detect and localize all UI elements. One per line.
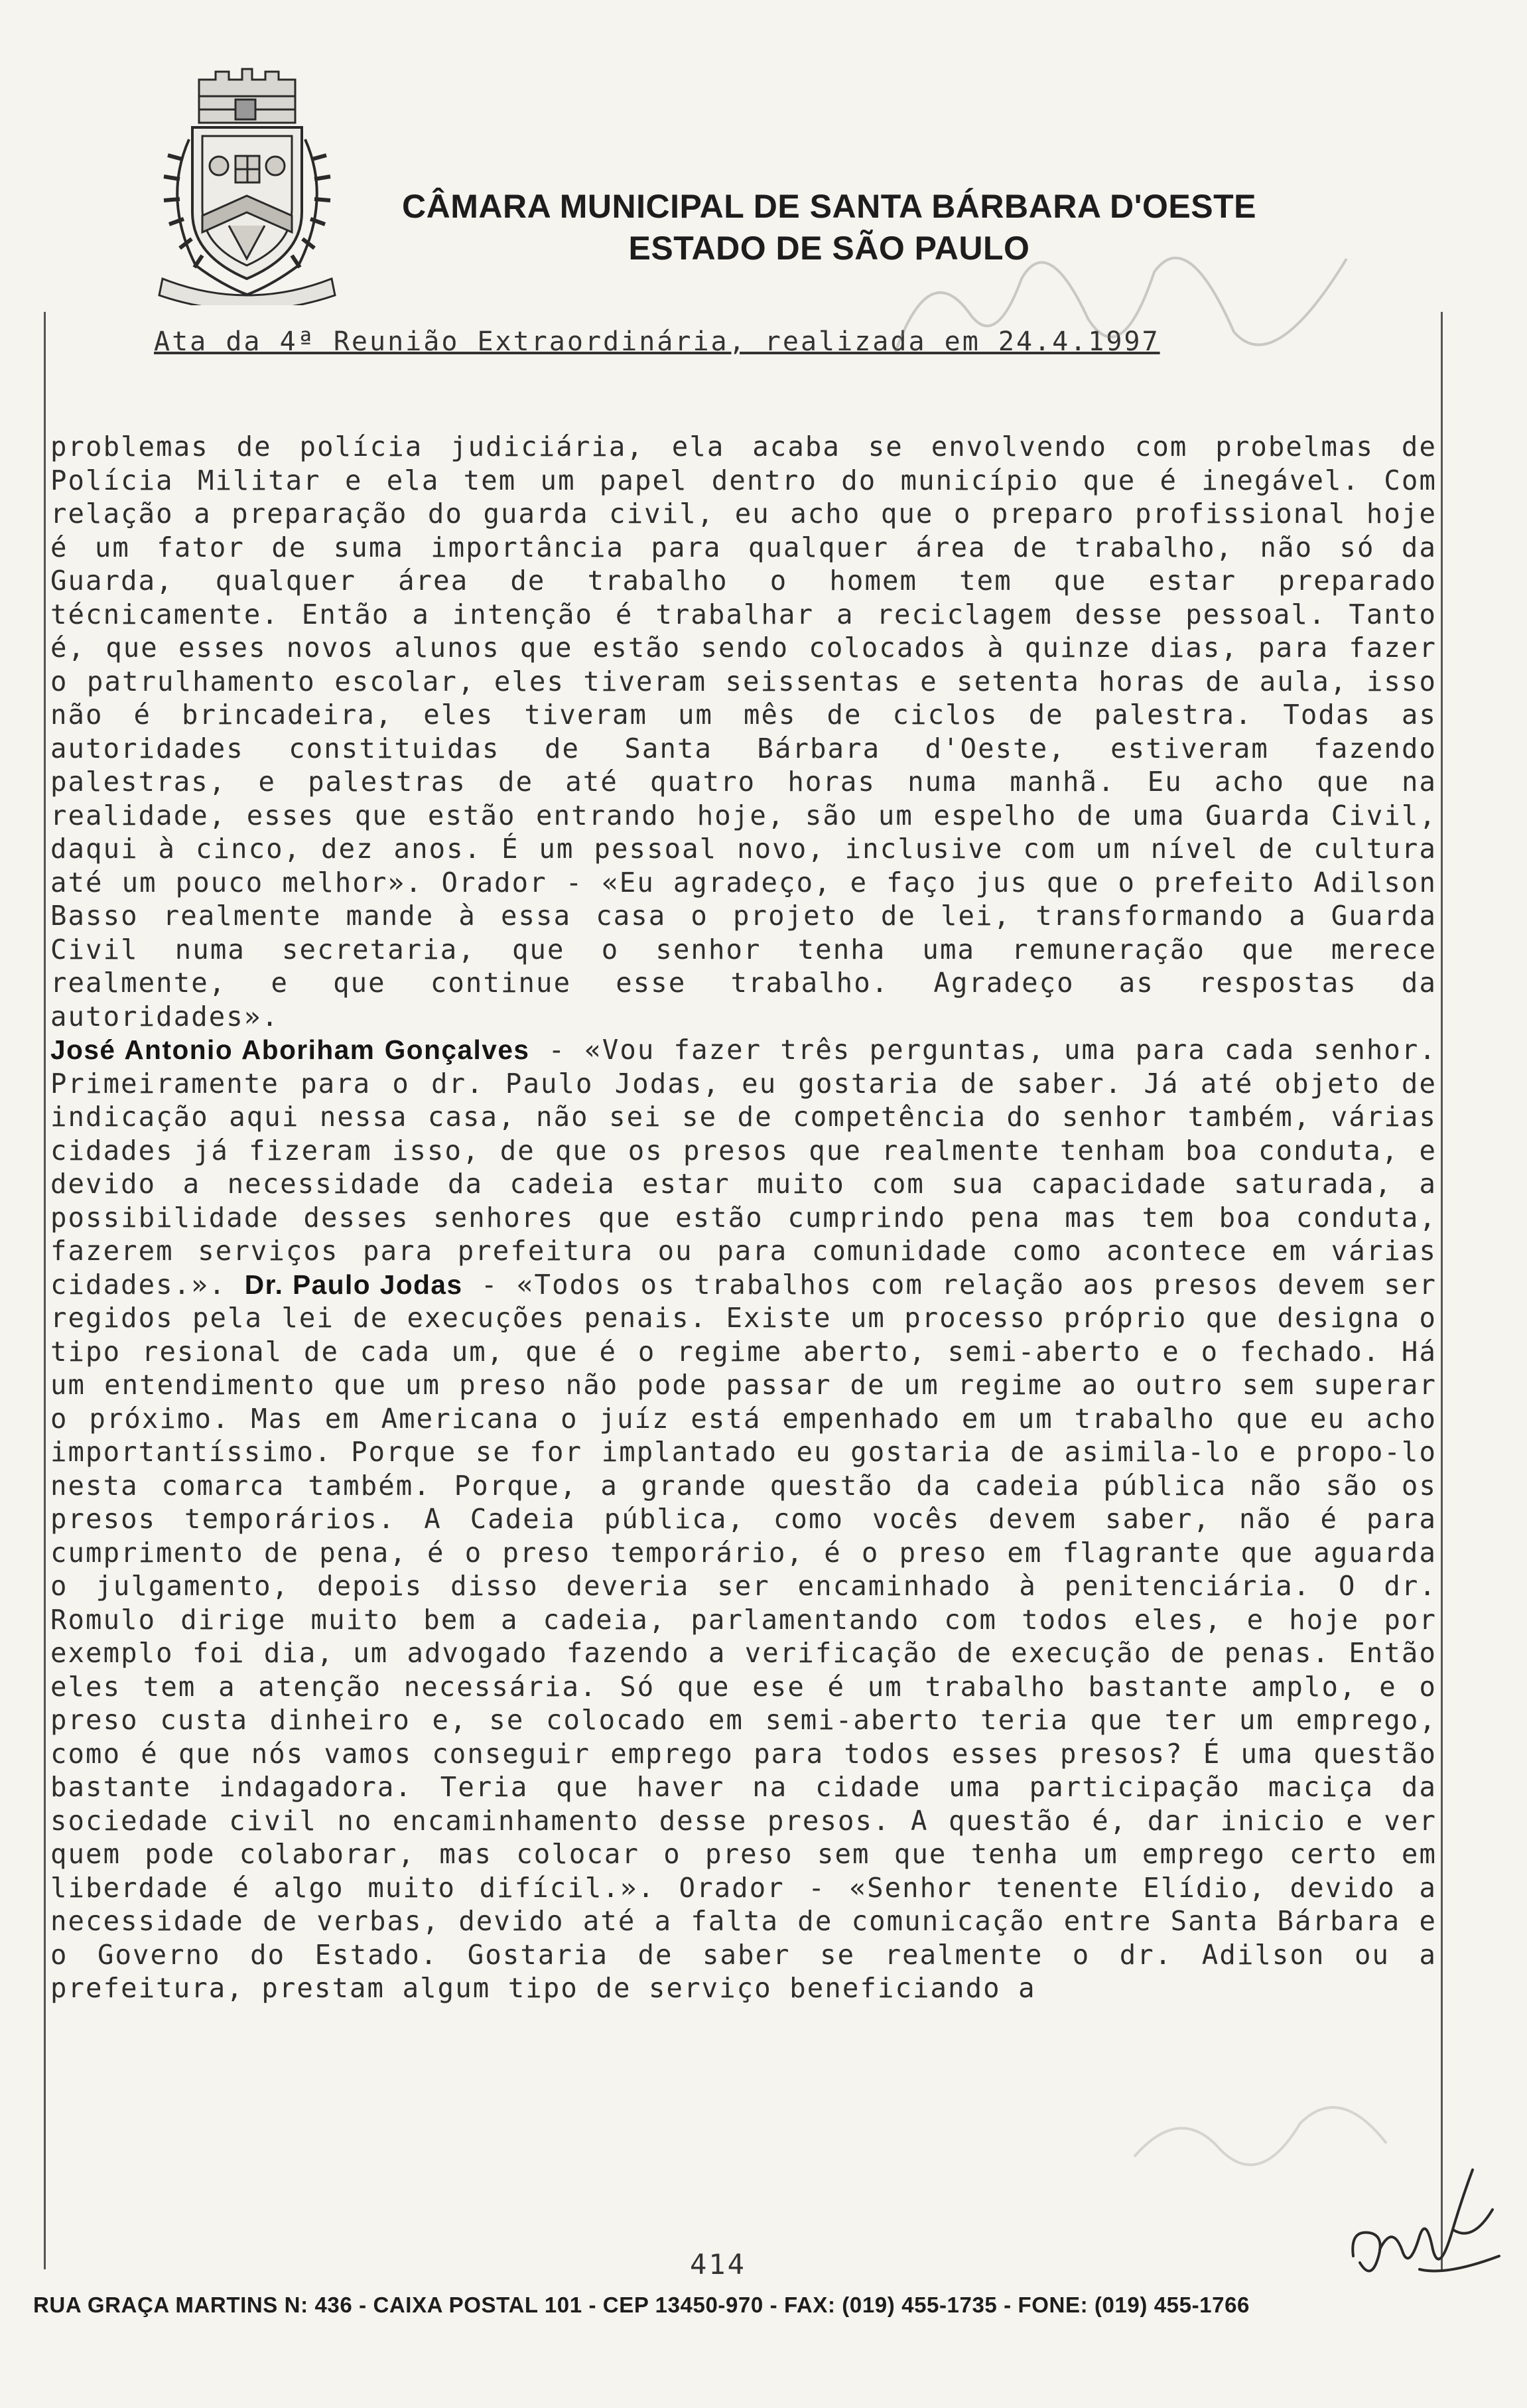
body-paragraph-2: - «Vou fazer três perguntas, uma para cada senhor. Primeiramente para o dr. Paulo Jodas, eu gostaria de saber. Já até objeto de indicação aqui nessa casa, não sei se de competência do senhor também, várias cidades já fizeram isso, de que os presos que realmente tenham boa conduta, e devido a necessidade da cadeia estar muito com sua capacidade saturada, a possibilidade desses senhores que estão cumprindo pena mas tem boa conduta, fazerem serviços para prefeitura ou para comunidade como acontece em várias cidades.». — [50, 1034, 1437, 1301]
handwritten-signature — [1340, 2157, 1512, 2289]
body-paragraph-1: problemas de polícia judiciária, ela acaba se envolvendo com probelmas de Polícia Militar e ela tem um papel dentro do município que é inegável. Com relação a preparação do guarda civil, eu acho que o preparo profissional hoje é um fator de suma importância para qualquer área de trabalho, não só da Guarda, qualquer área de trabalho o homem tem que estar preparado técnicamente. Então a intenção é trabalhar a reciclagem desse pessoal. Tanto é, que esses novos alunos que estão sendo colocados à quinze dias, para fazer o patrulhamento escolar, eles tiveram seissentas e setenta horas de aula, isso não é brincadeira, eles tiveram um mês de ciclos de palestra. Todas as autoridades constituidas de Santa Bárbara d'Oeste, estiveram fazendo palestras, e palestras de até quatro horas numa manhã. Eu acho que na realidade, esses que estão entrando hoje, são um espelho de uma Guarda Civil, daqui à cinco, dez anos. É um pessoal novo, inclusive com um nível de cultura até um pouco melhor». Orador - «Eu agradeço, e faço jus que o prefeito Adilson Basso realmente mande à essa casa o projeto de lei, transformando a Guarda Civil numa secretaria, que o senhor tenha uma remuneração que merece realmente, e que continue esse trabalho. Agradeço as respostas da autoridades». — [50, 431, 1437, 1032]
signature-watermark — [1128, 2077, 1393, 2196]
speaker-name: Dr. Paulo Jodas — [244, 1269, 463, 1300]
body-paragraph-3: - «Todos os trabalhos com relação aos presos devem ser regidos pela lei de execuções penais. Existe um processo próprio que designa o tipo resional de cada um, que é o regime aberto, semi-aberto e o fechado. Há um entendimento que um preso não pode passar de um regime ao outro sem superar o próximo. Mas em Americana o juíz está empenhado em um trabalho que eu acho importantíssimo. Porque se for implantado eu gostaria de asimila-lo e propo-lo nesta comarca também. Porque, a grande questão da cadeia pública não são os presos temporários. A Cadeia pública, como vocês devem saber, não é para cumprimento de pena, é o preso temporário, é o preso em flagrante que aguarda o julgamento, depois disso deveria ser encaminhado à penitenciária. O dr. Romulo dirige muito bem a cadeia, parlamentando com todos eles, e hoje por exemplo foi dia, um advogado fazendo a verificação de execução de penas. Então eles tem a atenção necessária. Só que ese é um trabalho bastante amplo, e o preso custa dinheiro e, se colocado em semi-aberto teria que ter um emprego, como é que nós vamos conseguir emprego para todos esses presos? É uma questão bastante indagadora. Teria que haver na cidade uma participação maciça da sociedade civil no encaminhamento desse presos. A questão é, dar inicio e ver quem pode colaborar, mas colocar o preso sem que tenha um emprego certo em liberdade é algo muito difícil.». Orador - «Senhor tenente Elídio, devido a necessidade de verbas, devido até a falta de comunicação entre Santa Bárbara e o Governo do Estado. Gostaria de saber se realmente o dr. Adilson ou a prefeitura, prestam algum tipo de serviço beneficiando a — [50, 1268, 1437, 2004]
left-margin-rule — [44, 312, 46, 2269]
page-number: 414 — [690, 2248, 746, 2281]
speaker-name: José Antonio Aboriham Gonçalves — [50, 1034, 530, 1065]
footer-address: RUA GRAÇA MARTINS N: 436 - CAIXA POSTAL 101 - CEP 13450-970 - FAX: (019) 455-1735 - FONE: (019) 455-1766 — [33, 2293, 1250, 2317]
minutes-title: Ata da 4ª Reunião Extraordinária, realizada em 24.4.1997 — [154, 326, 1160, 357]
minutes-body — [50, 430, 1437, 2005]
state-name: ESTADO DE SÃO PAULO — [628, 230, 1030, 267]
institution-name: CÂMARA MUNICIPAL DE SANTA BÁRBARA D'OESTE — [402, 188, 1256, 225]
right-margin-rule — [1441, 312, 1443, 2269]
coat-of-arms-icon — [136, 66, 355, 305]
